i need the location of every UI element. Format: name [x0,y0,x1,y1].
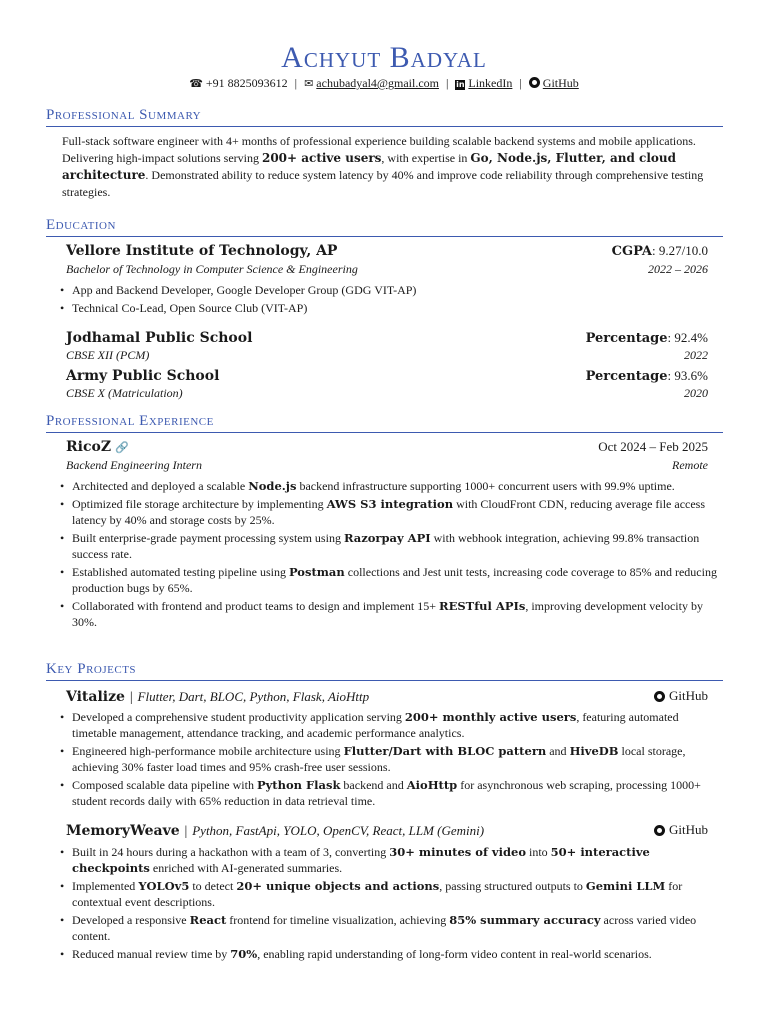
github-icon [654,825,665,836]
list-item: • App and Backend Developer, Google Developer Group (GDG VIT-AP) [58,282,718,298]
separator: | [294,76,298,90]
project-bullets [58,709,724,811]
section-title-experience: Professional Experience [46,412,723,433]
github-label: GitHub [669,822,708,837]
section-title-projects: Key Projects [46,660,723,681]
score-value: : 92.4% [667,330,708,345]
email-icon: ✉ [304,78,314,90]
github-link[interactable]: GitHub [542,76,579,90]
separator: | [519,76,522,90]
score-label: Percentage [585,369,668,384]
list-item: • Reduced manual review time by 70%, enabling rapid understanding of long-form video content in real-world scenarios. [58,946,724,962]
project-tech: Flutter, Dart, BLOC, Python, Flask, AioHttp [137,689,370,704]
section-title-education: Education [46,216,723,237]
score [586,329,708,348]
list-item: • Architected and deployed a scalable Node.js backend infrastructure supporting 1000+ concurrent users with 99.9% uptime. [58,478,724,494]
school-name: Vellore Institute of Technology, AP [66,243,338,259]
phone-icon: ☎ [189,78,203,90]
project-title: Vitalize | Flutter, Dart, BLOC, Python, Flask, AioHttp [66,689,370,705]
github-icon [529,77,540,88]
project-name: MemoryWeave [66,823,180,839]
project-title: MemoryWeave | Python, FastApi, YOLO, OpenCV, React, LLM (Gemini) [66,823,485,839]
section-title-summary: Professional Summary [46,106,723,127]
linkedin-link[interactable]: LinkedIn [468,76,513,90]
company-name [66,438,129,457]
dates: 2022 [684,348,708,362]
summary-text: . Demonstrated ability to reduce system latency by 40% and improve code reliability through comprehensive testing strategies. [62,168,704,199]
score-label: Percentage [585,331,668,346]
score [586,367,708,386]
link-icon[interactable]: 🔗 [115,441,129,454]
project-tech: Python, FastApi, YOLO, OpenCV, React, LLM (Gemini) [192,823,485,838]
contact-line [0,74,768,93]
company-label: RicoZ [66,439,112,455]
list-item: • Technical Co-Lead, Open Source Club (VIT-AP) [58,300,718,316]
score-value: : 9.27/10.0 [652,243,708,258]
summary-text: Full-stack software engineer with 4+ months of professional experience building scalable backend systems and mobile applications. Delivering high-impact solutions serving [62,134,696,165]
score-value: : 93.6% [667,368,708,383]
phone-number: +91 8825093612 [205,76,288,90]
list-item: • Collaborated with frontend and product teams to design and implement 15+ RESTful APIs, improving development velocity by 30%. [58,598,724,630]
school-name: Army Public School [66,368,220,384]
summary-text: , with expertise in [381,151,471,165]
candidate-name: Achyut Badyal [281,41,487,74]
degree: Bachelor of Technology in Computer Science & Engineering [66,262,358,276]
project-github-link[interactable] [654,822,708,838]
separator: | [445,76,449,90]
summary-paragraph [62,133,707,201]
school-name: Jodhamal Public School [66,330,253,346]
summary-highlight: Go, Node.js, Flutter, and cloud architecture [62,151,677,182]
list-item: • Implemented YOLOv5 to detect 20+ unique objects and actions, passing structured outputs to Gemini LLM for contextual event descriptions. [58,878,724,910]
dates: 2020 [684,386,708,400]
list-item: • Built in 24 hours during a hackathon with a team of 3, converting 30+ minutes of video into 50+ interactive checkpoints enriched with AI-generated summaries. [58,844,724,876]
email-link[interactable]: achubadyal4@gmail.com [316,76,439,90]
list-item: • Developed a comprehensive student productivity application serving 200+ monthly active users, featuring automated timetable management, attendance tracking, and academic performance analytics. [58,709,724,741]
github-icon [654,691,665,702]
summary-highlight: 200+ active users [261,151,382,165]
score [612,242,708,261]
linkedin-icon: in [456,80,465,89]
role: Backend Engineering Intern [66,458,202,472]
location: Remote [672,458,708,472]
list-item: • Developed a responsive React frontend for timeline visualization, achieving 85% summary accuracy across varied video content. [58,912,724,944]
experience-bullets [58,478,724,632]
list-item: • Optimized file storage architecture by implementing AWS S3 integration with CloudFront CDN, reducing average file access latency by 40% and storage costs by 25%. [58,496,724,528]
project-bullets [58,844,724,964]
project-github-link[interactable] [654,688,708,704]
dates: Oct 2024 – Feb 2025 [598,439,708,454]
education-bullets [58,282,718,318]
github-label: GitHub [669,688,708,703]
list-item: • Built enterprise-grade payment processing system using Razorpay API with webhook integration, achieving 99.8% transaction success rate. [58,530,724,562]
degree: CBSE XII (PCM) [66,348,150,362]
dates: 2022 – 2026 [648,262,708,276]
degree: CBSE X (Matriculation) [66,386,183,400]
score-label: CGPA [611,244,653,259]
list-item: • Composed scalable data pipeline with Python Flask backend and AioHttp for asynchronous web scraping, processing 1000+ student records daily with 65% reduction in data retrieval time. [58,777,724,809]
list-item: • Engineered high-performance mobile architecture using Flutter/Dart with BLOC pattern and HiveDB local storage, achieving 30% faster load times and 95% crash-free user sessions. [58,743,724,775]
list-item: • Established automated testing pipeline using Postman collections and Jest unit tests, increasing code coverage to 85% and reducing production bugs by 65%. [58,564,724,596]
project-name: Vitalize [66,689,125,705]
